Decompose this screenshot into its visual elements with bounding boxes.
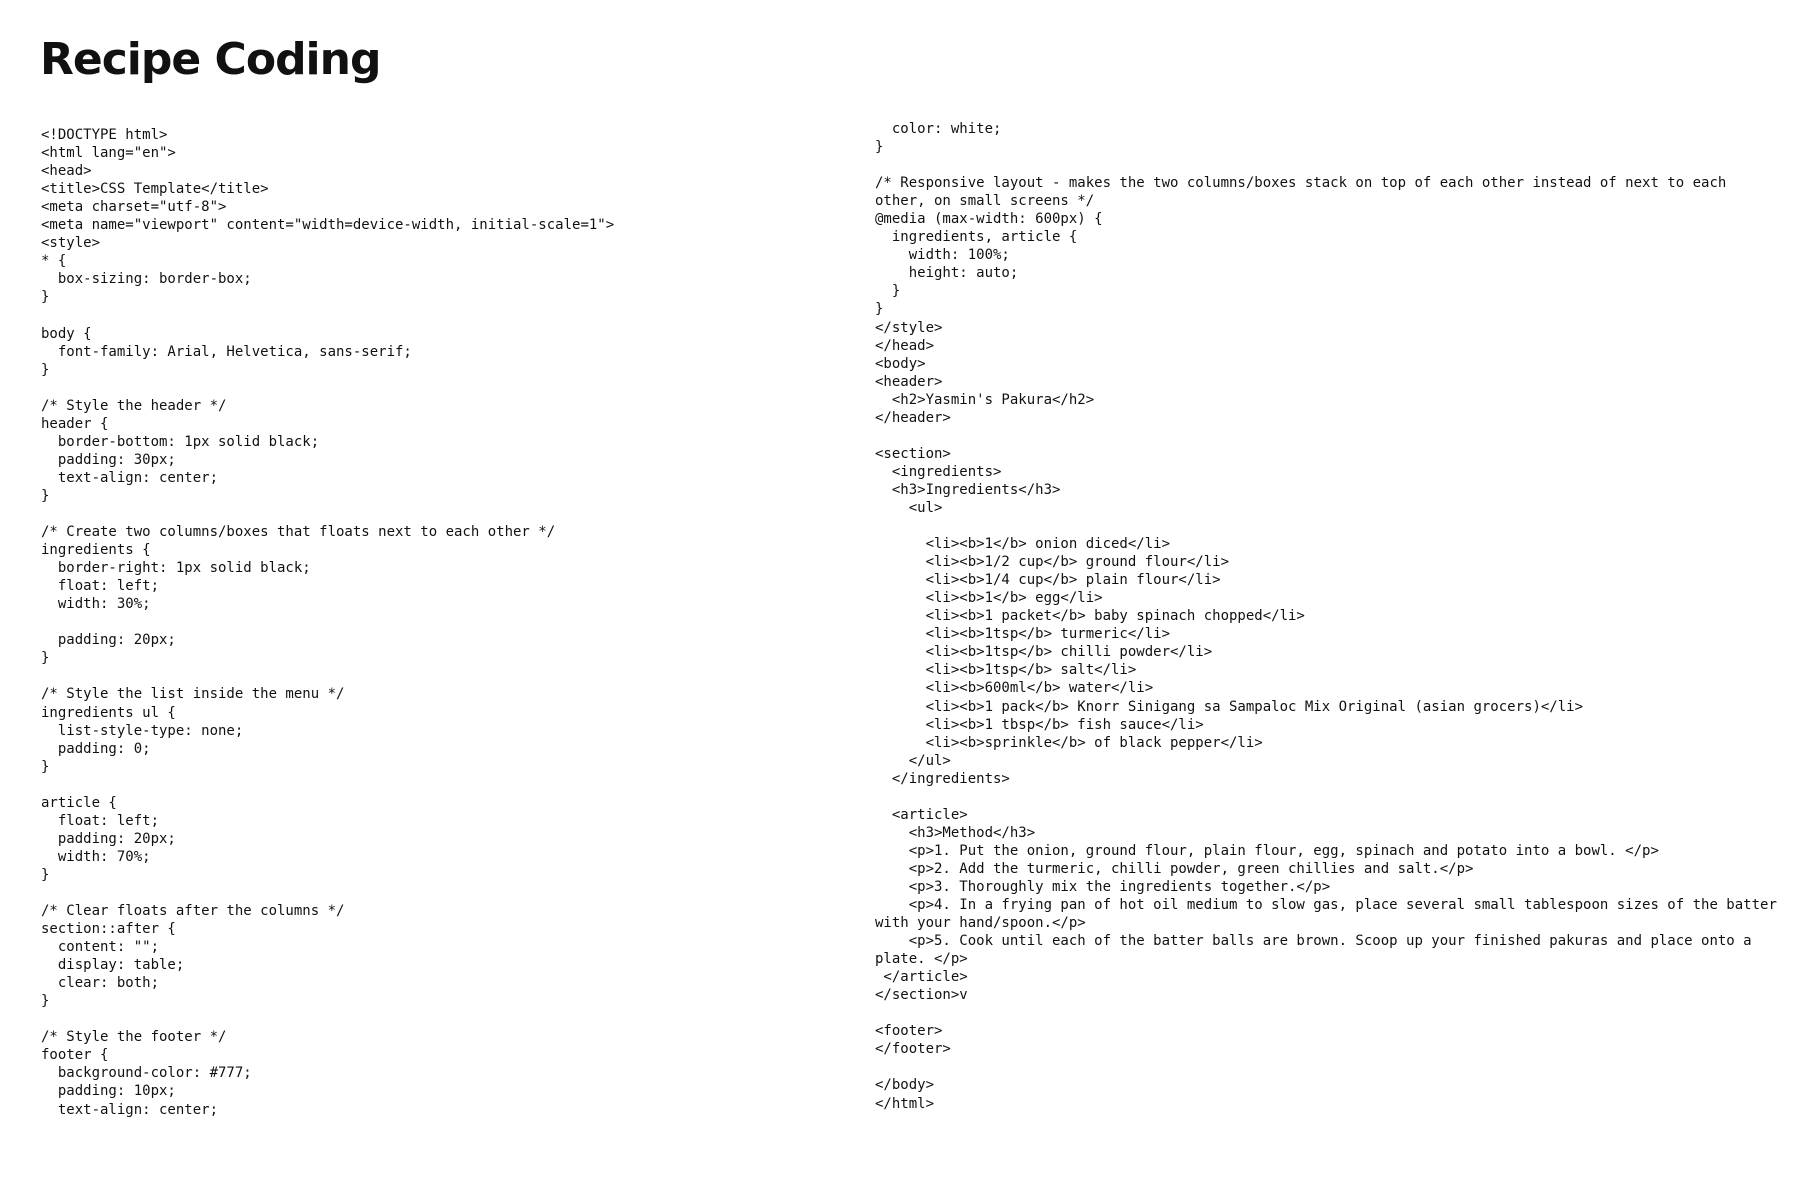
code-listing-right-column: color: white; } /* Responsive layout - makes the two columns/boxes stack on top of each other instead of next to each other, on small screens */ @media (max-width: 600px) { ingredients, article { width: 100%; height: auto; } } </style> </head> <body> <header> <h2>Yasmin's Pakura</h2> </header> <section> <ingredients> <h3>Ingredients</h3> <ul> <li><b>1</b> onion diced</li> <li><b>1/2 cup</b> ground flour</li> <li><b>1/4 cup</b> plain flour</li> <li><b>1</b> egg</li> <li><b>1 packet</b> baby spinach chopped</li> <li><b>1tsp</b> turmeric</li> <li><b>1tsp</b> chilli powder</li> <li><b>1tsp</b> salt</li> <li><b>600ml</b> water</li> <li><b>1 pack</b> Knorr Sinigang sa Sampaloc Mix Original (asian grocers)</li> <li><b>1 tbsp</b> fish sauce</li> <li><b>sprinkle</b> of black pepper</li> </ul> </ingredients> <article> <h3>Method</h3> <p>1. Put the onion, ground flour, plain flour, egg, spinach and potato into a bowl. </p> <p>2. Add the turmeric, chilli powder, green chillies and salt.</p> <p>3. Thoroughly mix the ingredients together.</p> <p>4. In a frying pan of hot oil medium to slow gas, place several small tablespoon sizes of the batter with your hand/spoon.</p> <p>5. Cook until each of the batter balls are brown. Scoop up your finished pakuras and place onto a plate. </p> </article> </section>v <footer> </footer> </body> </html> — [875, 121, 1777, 1112]
code-listing-left-column: <!DOCTYPE html> <html lang="en"> <head> <title>CSS Template</title> <meta charset="utf-8"> <meta name="viewport" content="width=device-width, initial-scale=1"> <style> * { box-sizing: border-box; } body { font-family: Arial, Helvetica, sans-serif; } /* Style the header */ header { border-bottom: 1px solid black; padding: 30px; text-align: center; } /* Create two columns/boxes that floats next to each other */ ingredients { border-right: 1px solid black; float: left; width: 30%; padding: 20px; } /* Style the list inside the menu */ ingredients ul { list-style-type: none; padding: 0; } article { float: left; padding: 20px; width: 70%; } /* Clear floats after the columns */ section::after { content: ""; display: table; clear: both; } /* Style the footer */ footer { background-color: #777; padding: 10px; text-align: center; — [41, 127, 615, 1118]
page-title: Recipe Coding — [40, 34, 381, 85]
